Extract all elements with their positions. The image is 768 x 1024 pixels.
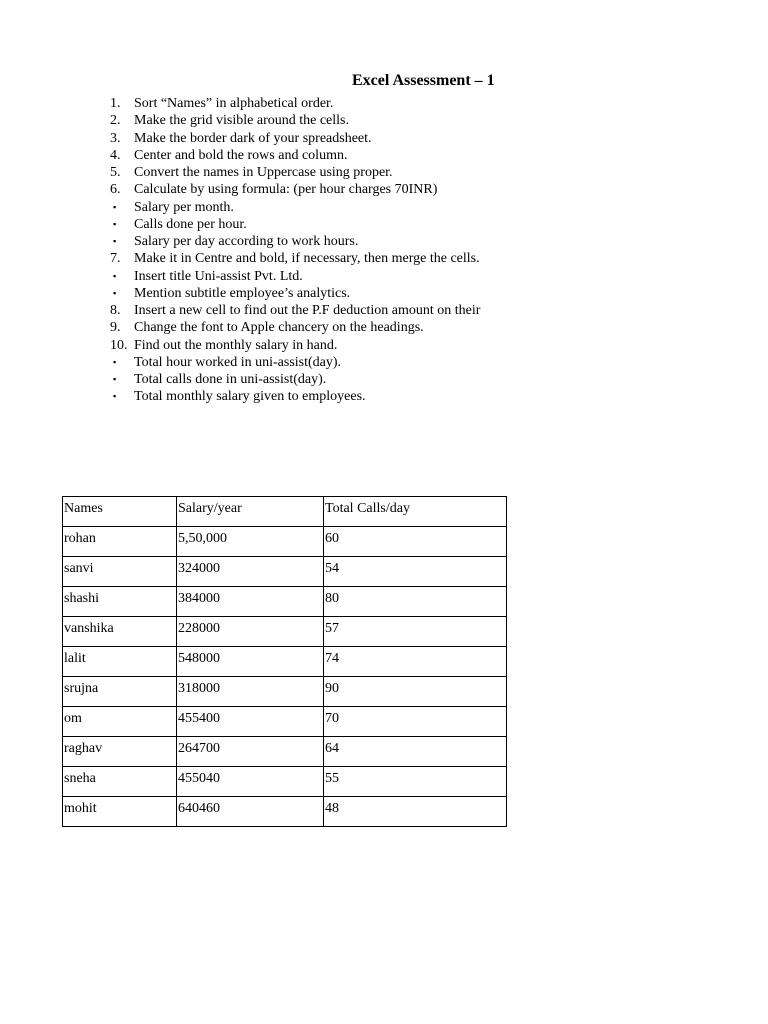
table-row [63,767,507,797]
task-item [110,164,506,181]
cell-salary: 5,50,000 [177,527,324,557]
task-item [110,112,506,129]
task-text: Make the border dark of your spreadsheet. [134,130,372,146]
cell-calls: 55 [324,767,507,797]
cell-name: mohit [63,797,177,827]
task-subitem [110,233,506,250]
item-number: 2. [110,113,121,129]
task-item [110,337,506,354]
task-list [110,95,506,406]
column-header-names: Names [63,497,177,527]
item-number: 1. [110,96,121,111]
task-text: Make the grid visible around the cells. [134,113,349,129]
task-text: Salary per day according to work hours. [134,234,359,249]
table-row [63,587,507,617]
task-item [110,302,506,319]
task-text: Insert title Uni-assist Pvt. Ltd. [134,268,303,284]
page-title: Excel Assessment – 1 [352,72,495,89]
cell-calls: 74 [324,647,507,677]
cell-calls: 64 [324,737,507,767]
table-row [63,707,507,737]
task-text: Find out the monthly salary in hand. [134,337,338,353]
cell-name: sneha [63,767,177,797]
cell-name: rohan [63,527,177,557]
cell-name: raghav [63,737,177,767]
task-subitem [110,199,506,216]
bullet-marker: ▪ [113,236,117,246]
task-item [110,147,506,164]
cell-calls: 80 [324,587,507,617]
table-row [63,677,507,707]
cell-name: lalit [63,647,177,677]
cell-salary: 324000 [177,557,324,587]
cell-name: vanshika [63,617,177,647]
task-subitem [110,268,506,285]
table-row [63,617,507,647]
cell-salary: 318000 [177,677,324,707]
task-text: Insert a new cell to find out the P.F deduction amount on their [134,303,481,318]
cell-calls: 48 [324,797,507,827]
cell-name: srujna [63,677,177,707]
bullet-marker: ▪ [113,287,117,298]
task-subitem [110,388,506,405]
task-text: Make it in Centre and bold, if necessary, then merge the cells. [134,251,480,267]
bullet-marker: ▪ [113,270,117,281]
task-text: Center and bold the rows and column. [134,147,348,163]
bullet-marker: ▪ [113,356,117,367]
table-body [63,527,507,827]
cell-salary: 264700 [177,737,324,767]
column-header-calls: Total Calls/day [324,497,507,527]
bullet-marker: ▪ [113,374,117,384]
task-text: Total monthly salary given to employees. [134,389,366,405]
task-item [110,181,506,198]
item-number: 8. [110,303,121,318]
bullet-marker: ▪ [113,391,117,402]
task-text: Salary per month. [134,199,234,215]
item-number: 4. [110,147,121,163]
cell-salary: 640460 [177,797,324,827]
cell-salary: 548000 [177,647,324,677]
task-text: Total calls done in uni-assist(day). [134,372,327,387]
item-number: 9. [110,320,121,336]
task-text: Change the font to Apple chancery on the headings. [134,320,424,336]
task-subitem [110,285,506,302]
table-row [63,737,507,767]
employee-table [62,496,507,827]
cell-salary: 228000 [177,617,324,647]
cell-name: shashi [63,587,177,617]
cell-calls: 70 [324,707,507,737]
table-row [63,557,507,587]
table-row [63,527,507,557]
task-item [110,250,506,267]
column-header-salary: Salary/year [177,497,324,527]
cell-salary: 455040 [177,767,324,797]
task-text: Convert the names in Uppercase using proper. [134,165,393,180]
table-row [63,647,507,677]
table-row [63,797,507,827]
cell-calls: 90 [324,677,507,707]
cell-salary: 384000 [177,587,324,617]
cell-name: sanvi [63,557,177,587]
cell-calls: 60 [324,527,507,557]
item-number: 7. [110,251,121,267]
task-text: Total hour worked in uni-assist(day). [134,354,342,370]
task-item [110,95,506,112]
cell-calls: 57 [324,617,507,647]
task-subitem [110,216,506,233]
table-header-row [63,497,507,527]
bullet-marker: ▪ [113,201,117,212]
task-text: Calculate by using formula: (per hour charges 70INR) [134,182,438,198]
task-text: Mention subtitle employee’s analytics. [134,285,351,301]
task-item [110,319,506,336]
cell-salary: 455400 [177,707,324,737]
task-text: Sort “Names” in alphabetical order. [134,96,334,111]
task-text: Calls done per hour. [134,216,247,232]
item-number: 5. [110,165,121,180]
task-item [110,130,506,147]
cell-name: om [63,707,177,737]
item-number: 3. [110,130,121,146]
item-number: 10. [110,337,128,353]
item-number: 6. [110,182,121,198]
cell-calls: 54 [324,557,507,587]
task-subitem [110,371,506,388]
bullet-marker: ▪ [113,218,117,229]
task-subitem [110,354,506,371]
